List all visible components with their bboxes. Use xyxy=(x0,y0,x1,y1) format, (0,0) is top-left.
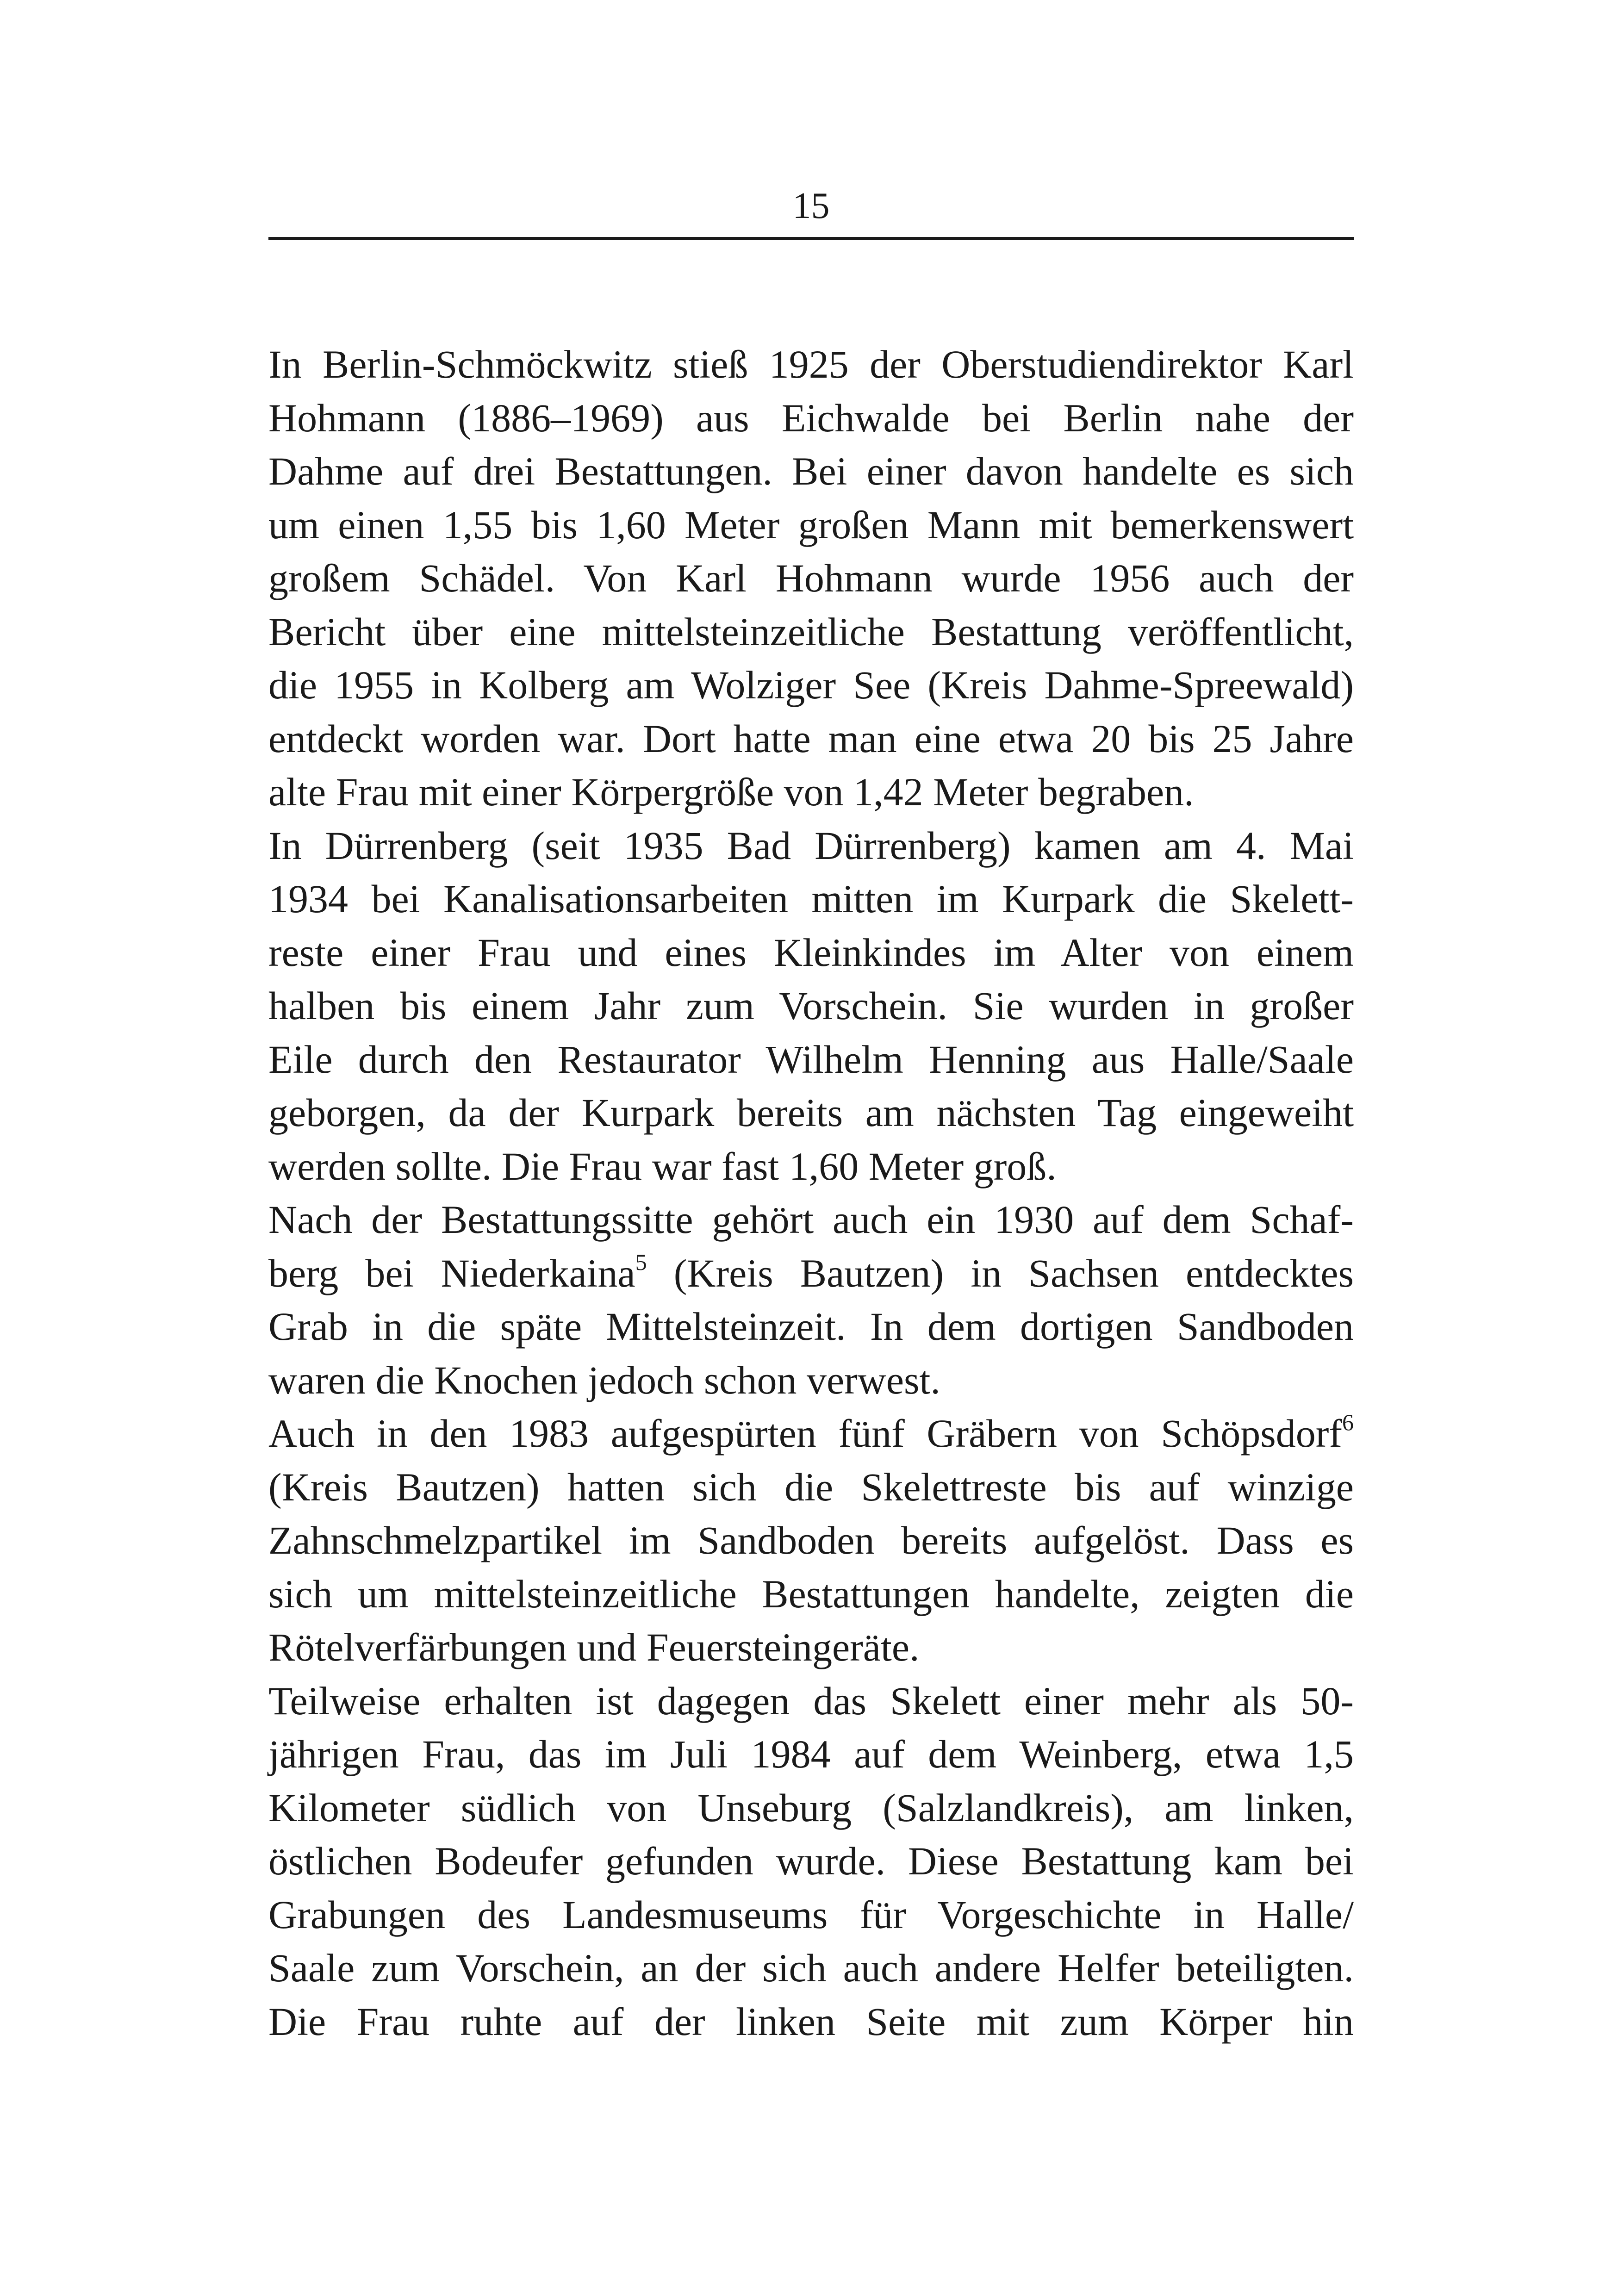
body-text xyxy=(268,338,1354,2048)
text-line: um einen 1,55 bis 1,60 Meter großen Mann mit bemerkenswert xyxy=(268,502,1354,547)
text-line: Hohmann (1886–1969) aus Eichwalde bei Berlin nahe der xyxy=(268,395,1354,440)
paragraph xyxy=(268,819,1354,1194)
text-line: waren die Knochen jedoch schon verwest. xyxy=(268,1357,940,1402)
text-line: 1934 bei Kanalisationsarbeiten mitten im Kurpark die Skelett- xyxy=(268,877,1354,921)
paragraph xyxy=(268,338,1354,819)
header-rule xyxy=(268,237,1354,240)
text-line: östlichen Bodeufer gefunden wurde. Diese Bestattung kam bei xyxy=(268,1839,1354,1883)
text-line: Saale zum Vorschein, an der sich auch andere Helfer beteiligten. xyxy=(268,1946,1354,1990)
text-line: die 1955 in Kolberg am Wolziger See (Kreis Dahme-Spreewald) xyxy=(268,663,1354,707)
text-line: Nach der Bestattungssitte gehört auch ein 1930 auf dem Schaf- xyxy=(268,1197,1354,1242)
text-line: sich um mittelsteinzeitliche Bestattungen handelte, zeigten die xyxy=(268,1571,1354,1616)
text-line: halben bis einem Jahr zum Vorschein. Sie wurden in großer xyxy=(268,983,1354,1028)
text-line: Grab in die späte Mittelsteinzeit. In dem dortigen Sandboden xyxy=(268,1304,1354,1349)
text-line: reste einer Frau und eines Kleinkindes im Alter von einem xyxy=(268,930,1354,975)
text-line: werden sollte. Die Frau war fast 1,60 Meter groß. xyxy=(268,1144,1057,1188)
text-line: Bericht über eine mittelsteinzeitliche Bestattung veröffentlicht, xyxy=(268,609,1354,654)
line-text: Auch in den 1983 aufgespürten fünf Gräbern von Schöpsdorf xyxy=(268,1411,1342,1456)
text-line: In Dürrenberg (seit 1935 Bad Dürrenberg) kamen am 4. Mai xyxy=(268,823,1354,868)
text-line xyxy=(268,1407,1354,1461)
text-line: Die Frau ruhte auf der linken Seite mit zum Körper hin xyxy=(268,1999,1354,2044)
paragraph xyxy=(268,1407,1354,1674)
text-line: Zahnschmelzpartikel im Sandboden bereits aufgelöst. Dass es xyxy=(268,1518,1354,1562)
line-text: (Kreis Bautzen) in Sachsen entdecktes xyxy=(647,1251,1354,1295)
page-number: 15 xyxy=(792,186,830,226)
footnote-marker: 6 xyxy=(1342,1409,1354,1435)
text-line: Rötelverfärbungen und Feuersteingeräte. xyxy=(268,1625,920,1669)
text-line: großem Schädel. Von Karl Hohmann wurde 1956 auch der xyxy=(268,556,1354,600)
text-line: Dahme auf drei Bestattungen. Bei einer davon handelte es sich xyxy=(268,449,1354,493)
text-line xyxy=(268,1247,1354,1300)
text-line: jährigen Frau, das im Juli 1984 auf dem Weinberg, etwa 1,5 xyxy=(268,1732,1354,1776)
text-line: Grabungen des Landesmuseums für Vorgeschichte in Halle/ xyxy=(268,1892,1354,1937)
line-text: berg bei Niederkaina xyxy=(268,1251,635,1295)
paragraph xyxy=(268,1193,1354,1407)
text-line: In Berlin-Schmöckwitz stieß 1925 der Oberstudiendirektor Karl xyxy=(268,342,1354,386)
text-line: Kilometer südlich von Unseburg (Salzlandkreis), am linken, xyxy=(268,1785,1354,1830)
text-line: geborgen, da der Kurpark bereits am nächsten Tag eingeweiht xyxy=(268,1090,1354,1135)
paragraph xyxy=(268,1674,1354,2049)
footnote-marker: 5 xyxy=(635,1249,647,1275)
text-line: alte Frau mit einer Körpergröße von 1,42 Meter begraben. xyxy=(268,770,1194,814)
text-line: Teilweise erhalten ist dagegen das Skelett einer mehr als 50- xyxy=(268,1678,1354,1723)
text-line: Eile durch den Restaurator Wilhelm Henning aus Halle/Saale xyxy=(268,1037,1354,1082)
text-line: (Kreis Bautzen) hatten sich die Skelettreste bis auf winzige xyxy=(268,1464,1354,1509)
text-line: entdeckt worden war. Dort hatte man eine etwa 20 bis 25 Jahre xyxy=(268,716,1354,761)
